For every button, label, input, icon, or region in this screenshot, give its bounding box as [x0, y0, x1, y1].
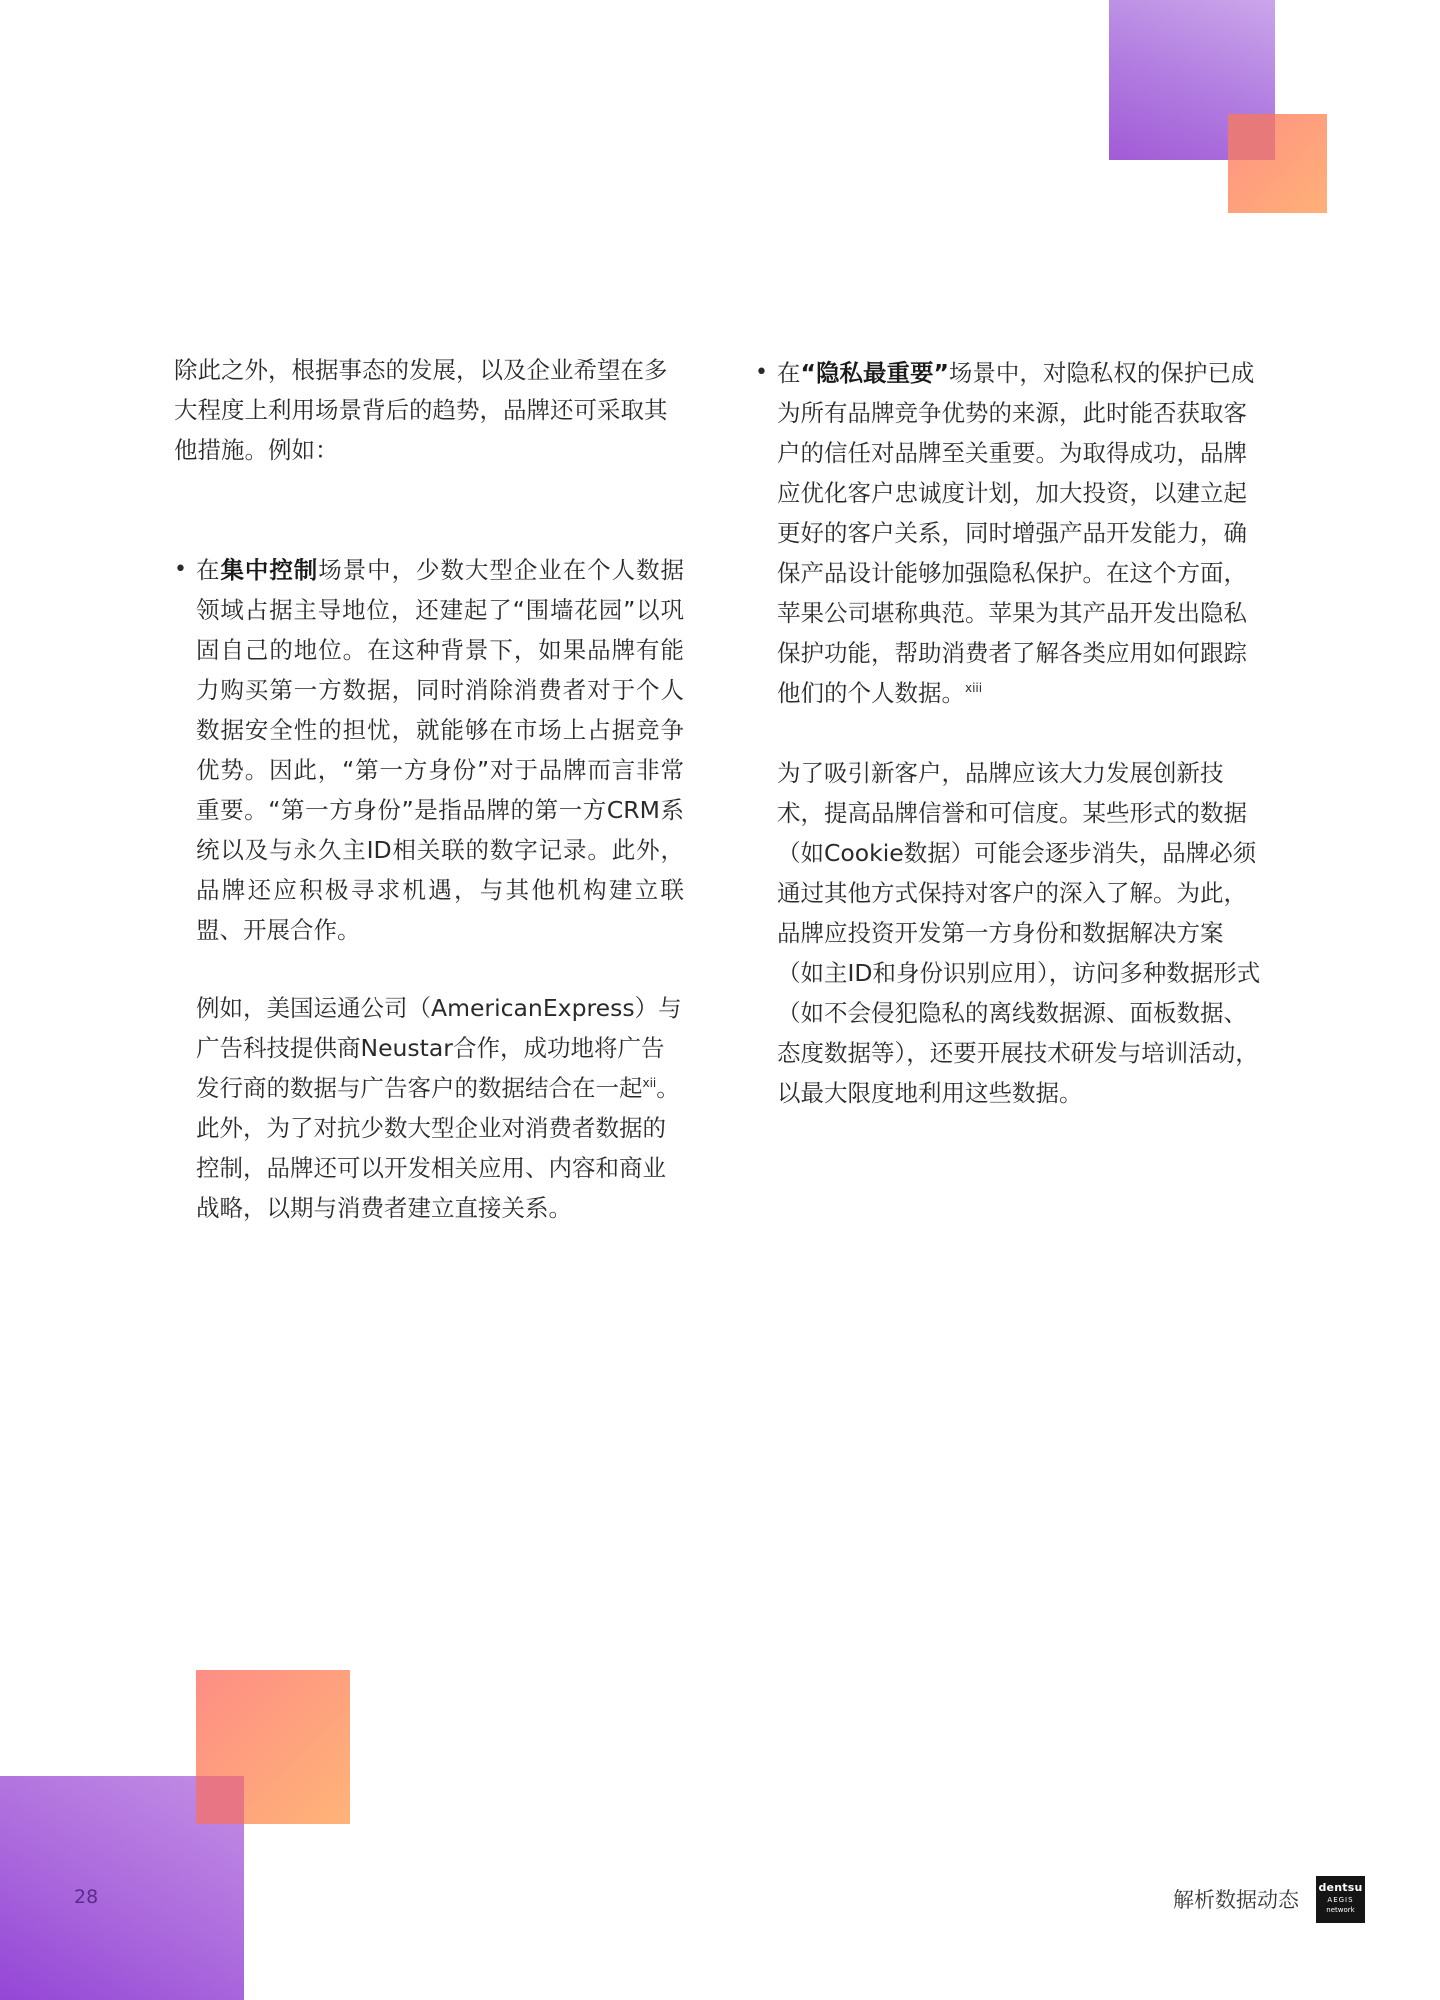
bullet-bold-term: 集中控制 — [220, 556, 319, 584]
bullet-dot: • — [174, 557, 187, 582]
logo-text-network: network — [1326, 1906, 1355, 1914]
right-column — [755, 353, 1270, 1113]
bullet-dot: • — [755, 360, 768, 385]
footer-title: 解析数据动态 — [1173, 1888, 1299, 1912]
dentsu-aegis-logo — [1316, 1876, 1365, 1923]
page-number: 28 — [74, 1886, 99, 1908]
bullet-bold-term: “隐私最重要” — [800, 359, 949, 387]
logo-text-dentsu: dentsu — [1318, 1881, 1363, 1894]
example-paragraph — [174, 988, 684, 1228]
bullet-text: 场景中，少数大型企业在个人数据领域占据主导地位，还建起了“围墙花园”以巩固自己的地位。在这种背景下，如果品牌有能力购买第一方数据，同时消除消费者对于个人数据安全性的担忧，就能够在市场上占据竞争优势。因此，“第一方身份”对于品牌而言非常重要。“第一方身份”是指品牌的第一方CRM系统以及与永久主ID相关联的数字记录。此外，品牌还应积极寻求机遇，与其他机构建立联盟、开展合作。 — [196, 556, 685, 944]
decorative-overlap-top — [1228, 114, 1275, 160]
new-customer-paragraph: 为了吸引新客户，品牌应该大力发展创新技术，提高品牌信誉和可信度。某些形式的数据（如Cookie数据）可能会逐步消失，品牌必须通过其他方式保持对客户的深入了解。为此，品牌应投资开发第一方身份和数据解决方案（如主ID和身份识别应用），访问多种数据形式（如不会侵犯隐私的离线数据源、面板数据、态度数据等），还要开展技术研发与培训活动，以最大限度地利用这些数据。 — [777, 759, 1261, 1107]
bullet-text: 场景中，对隐私权的保护已成为所有品牌竞争优势的来源，此时能否获取客户的信任对品牌至关重要。为取得成功，品牌应优化客户忠诚度计划，加大投资，以建立起更好的客户关系，同时增强产品开发能力，确保产品设计能够加强隐私保护。在这个方面，苹果公司堪称典范。苹果为其产品开发出隐私保护功能，帮助消费者了解各类应用如何跟踪他们的个人数据。 — [777, 359, 1255, 707]
footnote-ref: xii — [642, 1076, 657, 1090]
intro-paragraph: 除此之外，根据事态的发展，以及企业希望在多大程度上利用场景背后的趋势，品牌还可采取其他措施。例如： — [174, 356, 668, 464]
footnote-ref: xiii — [965, 681, 983, 695]
bullet-centralized-control — [174, 550, 684, 950]
bullet-prefix: 在 — [777, 359, 801, 387]
left-column — [174, 350, 684, 1228]
bullet-privacy-first — [755, 353, 1270, 713]
example-text: 例如，美国运通公司（AmericanExpress）与广告科技提供商Neustar合作，成功地将广告发行商的数据与广告客户的数据结合在一起 — [196, 994, 682, 1102]
example-text-continued: 。此外，为了对抗少数大型企业对消费者数据的控制，品牌还可以开发相关应用、内容和商业战略，以期与消费者建立直接关系。 — [196, 1074, 680, 1222]
bullet-prefix: 在 — [196, 556, 221, 584]
logo-text-aegis: AEGIS — [1327, 1896, 1354, 1904]
decorative-overlap-bottom — [196, 1776, 244, 1824]
